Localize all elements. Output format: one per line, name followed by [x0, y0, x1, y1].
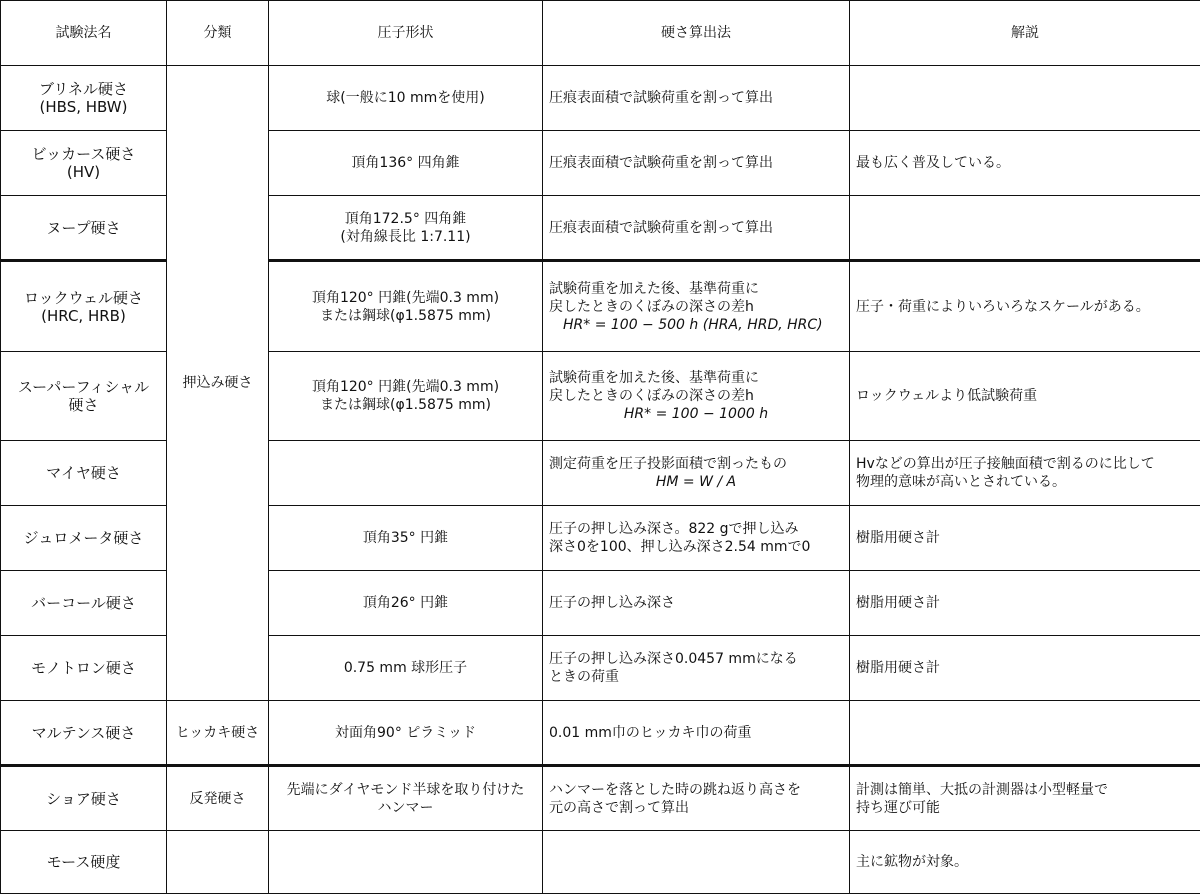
shape-cell: [269, 261, 543, 352]
calc-text: 測定荷重を圧子投影面積で割ったもの: [549, 455, 843, 473]
category-cell: [167, 701, 269, 766]
test-name: マイヤ硬さ: [7, 464, 160, 482]
calc-cell: [543, 66, 850, 131]
note-text: 最も広く普及している。: [856, 154, 1194, 172]
note-text: 樹脂用硬さ計: [856, 594, 1194, 612]
header-test-name: 試験法名: [1, 1, 167, 66]
test-name-cell: [1, 196, 167, 261]
note-cell: [850, 831, 1200, 894]
test-symbol: (HBS, HBW): [7, 98, 160, 116]
note-text: 主に鉱物が対象。: [856, 853, 1194, 871]
table-row: [1, 701, 1200, 766]
table-row: [1, 66, 1200, 131]
note-text: ロックウェルより低試験荷重: [856, 387, 1194, 405]
shape-text: 頂角35° 円錐: [275, 529, 536, 547]
test-name-cell: [1, 131, 167, 196]
shape-text: 頂角120° 円錐(先端0.3 mm): [275, 289, 536, 307]
test-name-cell: [1, 766, 167, 831]
calc-cell: [543, 261, 850, 352]
test-name-cell: [1, 261, 167, 352]
calc-cell: [543, 766, 850, 831]
test-name-cell: [1, 571, 167, 636]
note-text: 持ち運び可能: [856, 799, 1194, 817]
category-cell: [167, 766, 269, 831]
shape-text: 球(一般に10 mmを使用): [275, 89, 536, 107]
shape-text: 0.75 mm 球形圧子: [275, 659, 536, 677]
calc-text: 圧痕表面積で試験荷重を割って算出: [549, 154, 843, 172]
calc-text: ハンマーを落とした時の跳ね返り高さを: [549, 781, 843, 799]
test-name-cell: [1, 352, 167, 441]
note-cell: [850, 131, 1200, 196]
shape-cell: [269, 66, 543, 131]
test-name: モノトロン硬さ: [7, 659, 160, 677]
note-cell: [850, 636, 1200, 701]
shape-cell: [269, 571, 543, 636]
test-symbol: (HRC, HRB): [7, 307, 160, 325]
table-row: [1, 831, 1200, 894]
shape-text: 頂角172.5° 四角錐: [275, 210, 536, 228]
test-symbol: (HV): [7, 163, 160, 181]
note-text: Hvなどの算出が圧子接触面積で割るのに比して: [856, 455, 1194, 473]
calc-text: 試験荷重を加えた後、基準荷重に: [549, 369, 843, 387]
header-calc-method: 硬さ算出法: [543, 1, 850, 66]
test-name-cell: [1, 636, 167, 701]
test-name-cell: [1, 66, 167, 131]
test-name-cell: [1, 441, 167, 506]
header-row: [1, 1, 1200, 66]
calc-cell: [543, 196, 850, 261]
header-indenter-shape: 圧子形状: [269, 1, 543, 66]
shape-text: 先端にダイヤモンド半球を取り付けた: [275, 781, 536, 799]
formula: HR* = 100 − 1000 h: [549, 405, 843, 423]
shape-cell: [269, 196, 543, 261]
test-name: ジュロメータ硬さ: [7, 529, 160, 547]
shape-text: ハンマー: [275, 799, 536, 817]
category-label: ヒッカキ硬さ: [176, 725, 260, 741]
calc-cell: [543, 506, 850, 571]
test-name: ショア硬さ: [7, 790, 160, 808]
shape-cell: [269, 636, 543, 701]
shape-text: 対面角90° ピラミッド: [275, 724, 536, 742]
note-cell: [850, 506, 1200, 571]
shape-text: または鋼球(φ1.5875 mm): [275, 396, 536, 414]
category-label: 押込み硬さ: [183, 375, 253, 391]
calc-text: 圧痕表面積で試験荷重を割って算出: [549, 219, 843, 237]
calc-cell: [543, 441, 850, 506]
note-cell: [850, 571, 1200, 636]
note-text: 物理的意味が高いとされている。: [856, 473, 1194, 491]
table-row: [1, 766, 1200, 831]
note-cell: [850, 66, 1200, 131]
test-name: マルテンス硬さ: [7, 724, 160, 742]
test-name: モース硬度: [7, 853, 160, 871]
test-name: ヌープ硬さ: [7, 219, 160, 237]
note-cell: [850, 352, 1200, 441]
formula: HR* = 100 − 500 h (HRA, HRD, HRC): [549, 316, 843, 334]
calc-cell: [543, 831, 850, 894]
calc-text: 試験荷重を加えた後、基準荷重に: [549, 280, 843, 298]
shape-text: 頂角26° 円錐: [275, 594, 536, 612]
category-cell-indentation: [167, 66, 269, 701]
test-name-cell: [1, 701, 167, 766]
calc-text: 圧痕表面積で試験荷重を割って算出: [549, 89, 843, 107]
header-description: 解説: [850, 1, 1200, 66]
shape-text: (対角線長比 1:7.11): [275, 228, 536, 246]
calc-text: 0.01 mm巾のヒッカキ巾の荷重: [549, 724, 843, 742]
calc-cell: [543, 352, 850, 441]
calc-text: 戻したときのくぼみの深さの差h: [549, 387, 843, 405]
note-cell: [850, 766, 1200, 831]
test-name: バーコール硬さ: [7, 594, 160, 612]
calc-text: 深さ0を100、押し込み深さ2.54 mmで0: [549, 538, 843, 556]
test-name: ブリネル硬さ: [7, 80, 160, 98]
calc-text: 圧子の押し込み深さ0.0457 mmになる: [549, 650, 843, 668]
note-text: 計測は簡単、大抵の計測器は小型軽量で: [856, 781, 1194, 799]
shape-cell: [269, 131, 543, 196]
header-category: 分類: [167, 1, 269, 66]
shape-cell: [269, 831, 543, 894]
calc-text: 圧子の押し込み深さ: [549, 594, 843, 612]
note-cell: [850, 441, 1200, 506]
shape-cell: [269, 352, 543, 441]
shape-cell: [269, 441, 543, 506]
test-name: ロックウェル硬さ: [7, 289, 160, 307]
test-name-continued: 硬さ: [7, 396, 160, 414]
test-name: スーパーフィシャル: [7, 378, 160, 396]
shape-cell: [269, 766, 543, 831]
note-text: 樹脂用硬さ計: [856, 659, 1194, 677]
test-name-cell: [1, 506, 167, 571]
test-name: ビッカース硬さ: [7, 145, 160, 163]
note-text: 樹脂用硬さ計: [856, 529, 1194, 547]
calc-cell: [543, 701, 850, 766]
calc-text: ときの荷重: [549, 668, 843, 686]
calc-text: 戻したときのくぼみの深さの差h: [549, 298, 843, 316]
note-text: 圧子・荷重によりいろいろなスケールがある。: [856, 298, 1194, 316]
test-name-cell: [1, 831, 167, 894]
note-cell: [850, 196, 1200, 261]
shape-text: 頂角120° 円錐(先端0.3 mm): [275, 378, 536, 396]
note-cell: [850, 261, 1200, 352]
shape-cell: [269, 701, 543, 766]
calc-cell: [543, 636, 850, 701]
formula: HM = W / A: [549, 473, 843, 491]
shape-text: 頂角136° 四角錐: [275, 154, 536, 172]
calc-cell: [543, 131, 850, 196]
note-cell: [850, 701, 1200, 766]
calc-text: 元の高さで割って算出: [549, 799, 843, 817]
category-label: 反発硬さ: [190, 791, 246, 807]
shape-text: または鋼球(φ1.5875 mm): [275, 307, 536, 325]
category-cell: [167, 831, 269, 894]
calc-cell: [543, 571, 850, 636]
calc-text: 圧子の押し込み深さ。822 gで押し込み: [549, 520, 843, 538]
shape-cell: [269, 506, 543, 571]
